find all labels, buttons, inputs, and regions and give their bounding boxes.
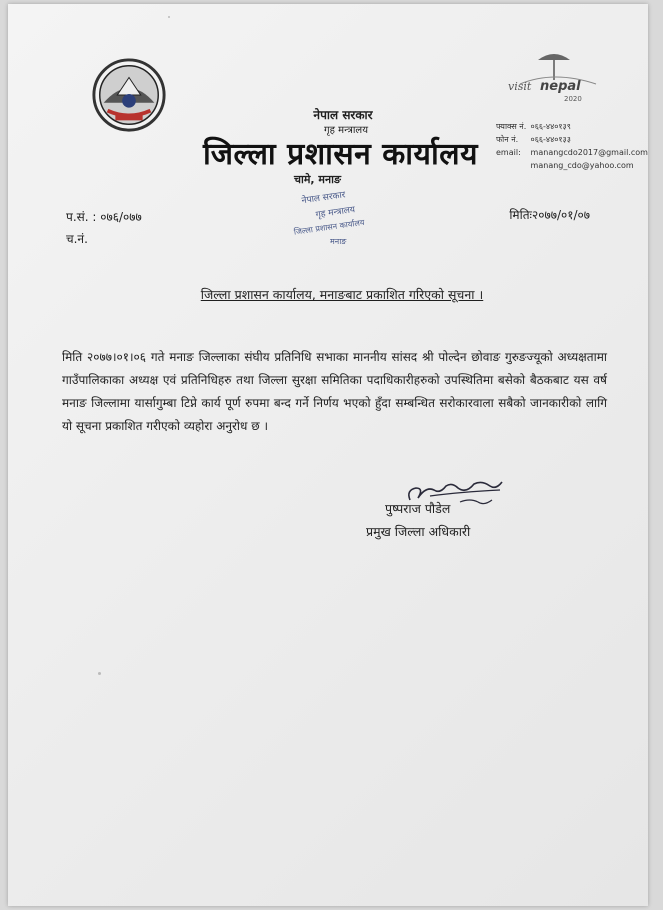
government-heading: नेपाल सरकार	[313, 108, 373, 122]
office-location: चामे, मनाङ	[294, 173, 341, 186]
ministry-heading: गृह मन्त्रालय	[323, 125, 369, 136]
letter-body: मिति २०७७।०१।०६ गते मनाङ जिल्लाका संघीय प्रतिनिधि सभाका माननीय सांसद श्री पोल्देन छोवाङ गुरुङज्यूको अध्यक्षतामा गाउँपालिकाका अध्यक्ष एवं प्रतिनिधिहरु तथा जिल्ला सुरक्षा समितिका पदाधिकारीहरुको उपस्थितिमा बसेको बैठकबाट यस वर्ष मनाङ जिल्लामा यार्सागुम्बा टिप्ने कार्य पूर्ण रुपमा बन्द गर्ने निर्णय भएको हुँदा सम्बन्धित सरोकारवाला सबैको जानकारीको लागि यो सूचना प्रकाशित गरीएको व्यहोरा अनुरोध छ ।	[62, 350, 607, 433]
phone-value: ०६६-४४०१३९	[530, 122, 571, 131]
email-label: email:	[496, 148, 521, 157]
patra-sankhya: प.सं. : ०७६/०७७	[66, 210, 142, 224]
letter-date: मितिः२०७७/०१/०७	[509, 208, 590, 222]
paper-speck	[98, 672, 101, 675]
stamp-line4: मनाङ	[330, 237, 347, 246]
reference-block	[66, 206, 142, 250]
contact-block	[496, 120, 648, 172]
fax-label: फोन नं.	[496, 135, 519, 144]
phone-label: फ्याक्स नं.	[496, 122, 527, 131]
signer-title: प्रमुख जिल्ला अधिकारी	[366, 524, 471, 539]
chalani-number: च.नं.	[66, 232, 88, 246]
paper-speck	[168, 16, 170, 18]
stamp-line1: नेपाल सरकार	[301, 190, 347, 207]
visit-logo-year: 2020	[564, 95, 582, 103]
office-stamp	[286, 180, 396, 250]
fax-value: ०६६-४४०१३३	[530, 135, 571, 144]
office-title: जिल्ला प्रशासन कार्यालय	[203, 137, 478, 172]
visit-nepal-logo	[500, 50, 608, 104]
stamp-line2: गृह मन्त्रालय	[315, 205, 356, 221]
letter-page	[8, 4, 648, 906]
stamp-line3: जिल्ला प्रशासन कार्यालय	[293, 217, 365, 237]
visit-logo-word1: visit	[508, 80, 532, 93]
signer-name: पुष्पराज पौडेल	[385, 501, 451, 516]
visit-logo-word2: nepal	[540, 79, 581, 94]
email-1: manangcdo2017@gmail.com	[530, 148, 648, 157]
letter-subject: जिल्ला प्रशासन कार्यालय, मनाङबाट प्रकाशित गरिएको सूचना ।	[200, 287, 484, 302]
email-2: manang_cdo@yahoo.com	[530, 161, 634, 170]
